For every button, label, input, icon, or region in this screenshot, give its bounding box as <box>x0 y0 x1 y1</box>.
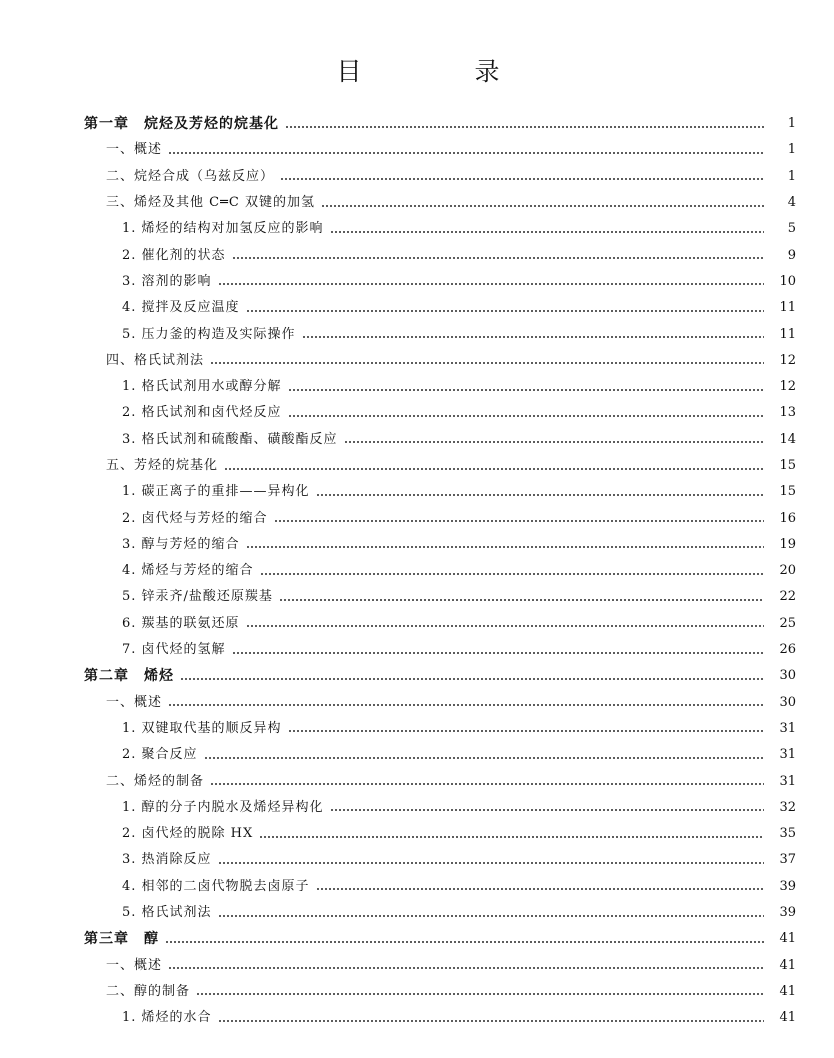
toc-entry-page-number: 30 <box>779 668 796 684</box>
toc-chapter-entry[interactable] <box>0 926 834 952</box>
toc-entry-page-number: 30 <box>779 694 796 710</box>
dot-leader <box>316 494 764 496</box>
dot-leader <box>210 362 764 364</box>
toc-entry-page-number: 16 <box>779 510 796 526</box>
toc-item-entry[interactable] <box>0 295 834 321</box>
toc-list <box>0 111 834 1031</box>
toc-entry-page-number: 13 <box>779 405 796 421</box>
dot-leader <box>232 257 764 259</box>
toc-entry-page-number: 12 <box>779 379 796 395</box>
toc-entry-label: 1. 醇的分子内脱水及烯烃异构化 <box>122 799 324 815</box>
toc-entry-label: 4. 相邻的二卤代物脱去卤原子 <box>122 878 310 894</box>
dot-leader <box>285 126 764 128</box>
page-title: 目 录 <box>336 57 544 86</box>
toc-entry-label: 7. 卤代烃的氢解 <box>122 642 226 658</box>
dot-leader <box>204 757 764 759</box>
dot-leader <box>246 546 764 548</box>
toc-entry-page-number: 10 <box>779 273 796 289</box>
dot-leader <box>224 468 764 470</box>
toc-entry-label: 1. 烯烃的结构对加氢反应的影响 <box>122 221 324 237</box>
toc-entry-page-number: 35 <box>779 826 796 842</box>
dot-leader <box>302 336 764 338</box>
toc-item-entry[interactable] <box>0 400 834 426</box>
toc-item-entry[interactable] <box>0 821 834 847</box>
dot-leader <box>260 573 764 575</box>
toc-entry-page-number: 37 <box>779 852 796 868</box>
toc-entry-label: 第一章 烷烃及芳烃的烷基化 <box>84 116 279 133</box>
toc-item-entry[interactable] <box>0 637 834 663</box>
toc-entry-page-number: 1 <box>787 168 796 184</box>
toc-entry-label: 4. 搅拌及反应温度 <box>122 300 240 316</box>
toc-entry-page-number: 32 <box>779 799 796 815</box>
toc-entry-page-number: 22 <box>779 589 796 605</box>
toc-entry-label: 第二章 烯烃 <box>84 668 174 685</box>
dot-leader <box>274 520 764 522</box>
dot-leader <box>279 599 764 601</box>
dot-leader <box>344 441 764 443</box>
toc-section-entry[interactable] <box>0 768 834 794</box>
dot-leader <box>259 836 764 838</box>
dot-leader <box>280 178 764 180</box>
toc-entry-label: 2. 聚合反应 <box>122 747 198 763</box>
toc-entry-page-number: 26 <box>779 642 796 658</box>
toc-item-entry[interactable] <box>0 900 834 926</box>
toc-item-entry[interactable] <box>0 427 834 453</box>
toc-section-entry[interactable] <box>0 979 834 1005</box>
toc-entry-label: 3. 热消除反应 <box>122 852 212 868</box>
toc-entry-page-number: 39 <box>779 878 796 894</box>
dot-leader <box>218 915 764 917</box>
toc-entry-label: 5. 格氏试剂法 <box>122 905 212 921</box>
toc-entry-label: 一、概述 <box>106 694 163 710</box>
dot-leader <box>168 152 764 154</box>
toc-entry-page-number: 41 <box>779 931 796 947</box>
toc-item-entry[interactable] <box>0 558 834 584</box>
dot-leader <box>218 1020 764 1022</box>
toc-chapter-entry[interactable] <box>0 663 834 689</box>
dot-leader <box>288 389 764 391</box>
dot-leader <box>246 625 764 627</box>
toc-entry-label: 二、烯烃的制备 <box>106 773 205 789</box>
toc-item-entry[interactable] <box>0 374 834 400</box>
toc-section-entry[interactable] <box>0 953 834 979</box>
toc-item-entry[interactable] <box>0 532 834 558</box>
dot-leader <box>288 415 764 417</box>
dot-leader <box>218 862 764 864</box>
dot-leader <box>246 310 764 312</box>
toc-entry-page-number: 15 <box>779 458 796 473</box>
dot-leader <box>168 967 764 969</box>
toc-entry-page-number: 1 <box>787 116 796 132</box>
toc-entry-label: 3. 溶剂的影响 <box>122 273 212 289</box>
toc-item-entry[interactable] <box>0 321 834 347</box>
toc-entry-label: 1. 双键取代基的顺反异构 <box>122 720 282 736</box>
toc-entry-label: 1. 格氏试剂用水或醇分解 <box>122 379 282 395</box>
toc-entry-label: 6. 羰基的联氨还原 <box>122 615 240 631</box>
toc-item-entry[interactable] <box>0 611 834 637</box>
toc-entry-page-number: 41 <box>779 957 796 973</box>
toc-entry-page-number: 20 <box>779 563 796 579</box>
toc-entry-page-number: 31 <box>779 720 796 736</box>
toc-entry-label: 2. 催化剂的状态 <box>122 247 226 263</box>
toc-entry-label: 3. 醇与芳烃的缩合 <box>122 536 240 552</box>
toc-entry-page-number: 19 <box>779 536 796 552</box>
toc-entry-page-number: 31 <box>779 747 796 763</box>
dot-leader <box>330 809 764 811</box>
toc-entry-label: 5. 压力釜的构造及实际操作 <box>122 326 296 342</box>
toc-item-entry[interactable] <box>0 479 834 505</box>
toc-section-entry[interactable] <box>0 453 834 479</box>
toc-section-entry[interactable] <box>0 137 834 163</box>
toc-entry-label: 三、烯烃及其他 C═C 双键的加氢 <box>106 195 315 211</box>
dot-leader <box>196 993 764 995</box>
toc-item-entry[interactable] <box>0 874 834 900</box>
toc-entry-label: 1. 碳正离子的重排——异构化 <box>122 484 310 500</box>
toc-entry-label: 2. 卤代烃的脱除 HX <box>122 826 254 842</box>
toc-item-entry[interactable] <box>0 505 834 531</box>
toc-entry-label: 第三章 醇 <box>84 931 159 948</box>
toc-item-entry[interactable] <box>0 242 834 268</box>
toc-entry-label: 2. 卤代烃与芳烃的缩合 <box>122 510 268 526</box>
dot-leader <box>210 783 764 785</box>
toc-entry-label: 五、芳烃的烷基化 <box>106 458 219 473</box>
toc-entry-page-number: 41 <box>779 983 796 999</box>
dot-leader <box>321 205 764 207</box>
toc-entry-page-number: 4 <box>787 195 796 211</box>
toc-entry-page-number: 11 <box>779 326 796 342</box>
dot-leader <box>168 704 764 706</box>
toc-entry-page-number: 25 <box>779 615 796 631</box>
toc-entry-label: 1. 烯烃的水合 <box>122 1010 212 1026</box>
toc-entry-label: 二、醇的制备 <box>106 983 191 999</box>
toc-entry-label: 一、概述 <box>106 142 163 158</box>
toc-item-entry[interactable] <box>0 742 834 768</box>
dot-leader <box>316 888 764 890</box>
toc-entry-page-number: 9 <box>787 247 796 263</box>
toc-item-entry[interactable] <box>0 795 834 821</box>
toc-entry-page-number: 15 <box>779 484 796 500</box>
toc-entry-page-number: 1 <box>787 142 796 158</box>
dot-leader <box>165 941 764 943</box>
toc-chapter-entry[interactable] <box>0 111 834 137</box>
toc-entry-label: 5. 锌汞齐/盐酸还原羰基 <box>122 589 273 605</box>
toc-entry-page-number: 31 <box>779 773 796 789</box>
toc-entry-page-number: 39 <box>779 905 796 921</box>
toc-item-entry[interactable] <box>0 584 834 610</box>
toc-entry-label: 一、概述 <box>106 957 163 973</box>
toc-section-entry[interactable] <box>0 190 834 216</box>
toc-entry-page-number: 5 <box>787 221 796 237</box>
toc-item-entry[interactable] <box>0 269 834 295</box>
toc-item-entry[interactable] <box>0 716 834 742</box>
toc-entry-label: 四、格氏试剂法 <box>106 352 205 368</box>
toc-item-entry[interactable] <box>0 1005 834 1031</box>
dot-leader <box>232 652 764 654</box>
dot-leader <box>330 231 764 233</box>
dot-leader <box>218 283 764 285</box>
dot-leader <box>180 678 764 680</box>
dot-leader <box>288 730 764 732</box>
toc-entry-label: 二、烷烃合成（乌兹反应） <box>106 168 275 184</box>
toc-section-entry[interactable] <box>0 690 834 716</box>
toc-entry-page-number: 11 <box>779 300 796 316</box>
toc-item-entry[interactable] <box>0 216 834 242</box>
toc-item-entry[interactable] <box>0 847 834 873</box>
toc-entry-page-number: 12 <box>779 352 796 368</box>
toc-section-entry[interactable] <box>0 348 834 374</box>
toc-entry-page-number: 41 <box>779 1010 796 1026</box>
toc-entry-label: 4. 烯烃与芳烃的缩合 <box>122 563 254 579</box>
toc-section-entry[interactable] <box>0 164 834 190</box>
toc-entry-label: 2. 格氏试剂和卤代烃反应 <box>122 405 282 421</box>
toc-entry-label: 3. 格氏试剂和硫酸酯、磺酸酯反应 <box>122 431 338 447</box>
toc-entry-page-number: 14 <box>779 431 796 447</box>
